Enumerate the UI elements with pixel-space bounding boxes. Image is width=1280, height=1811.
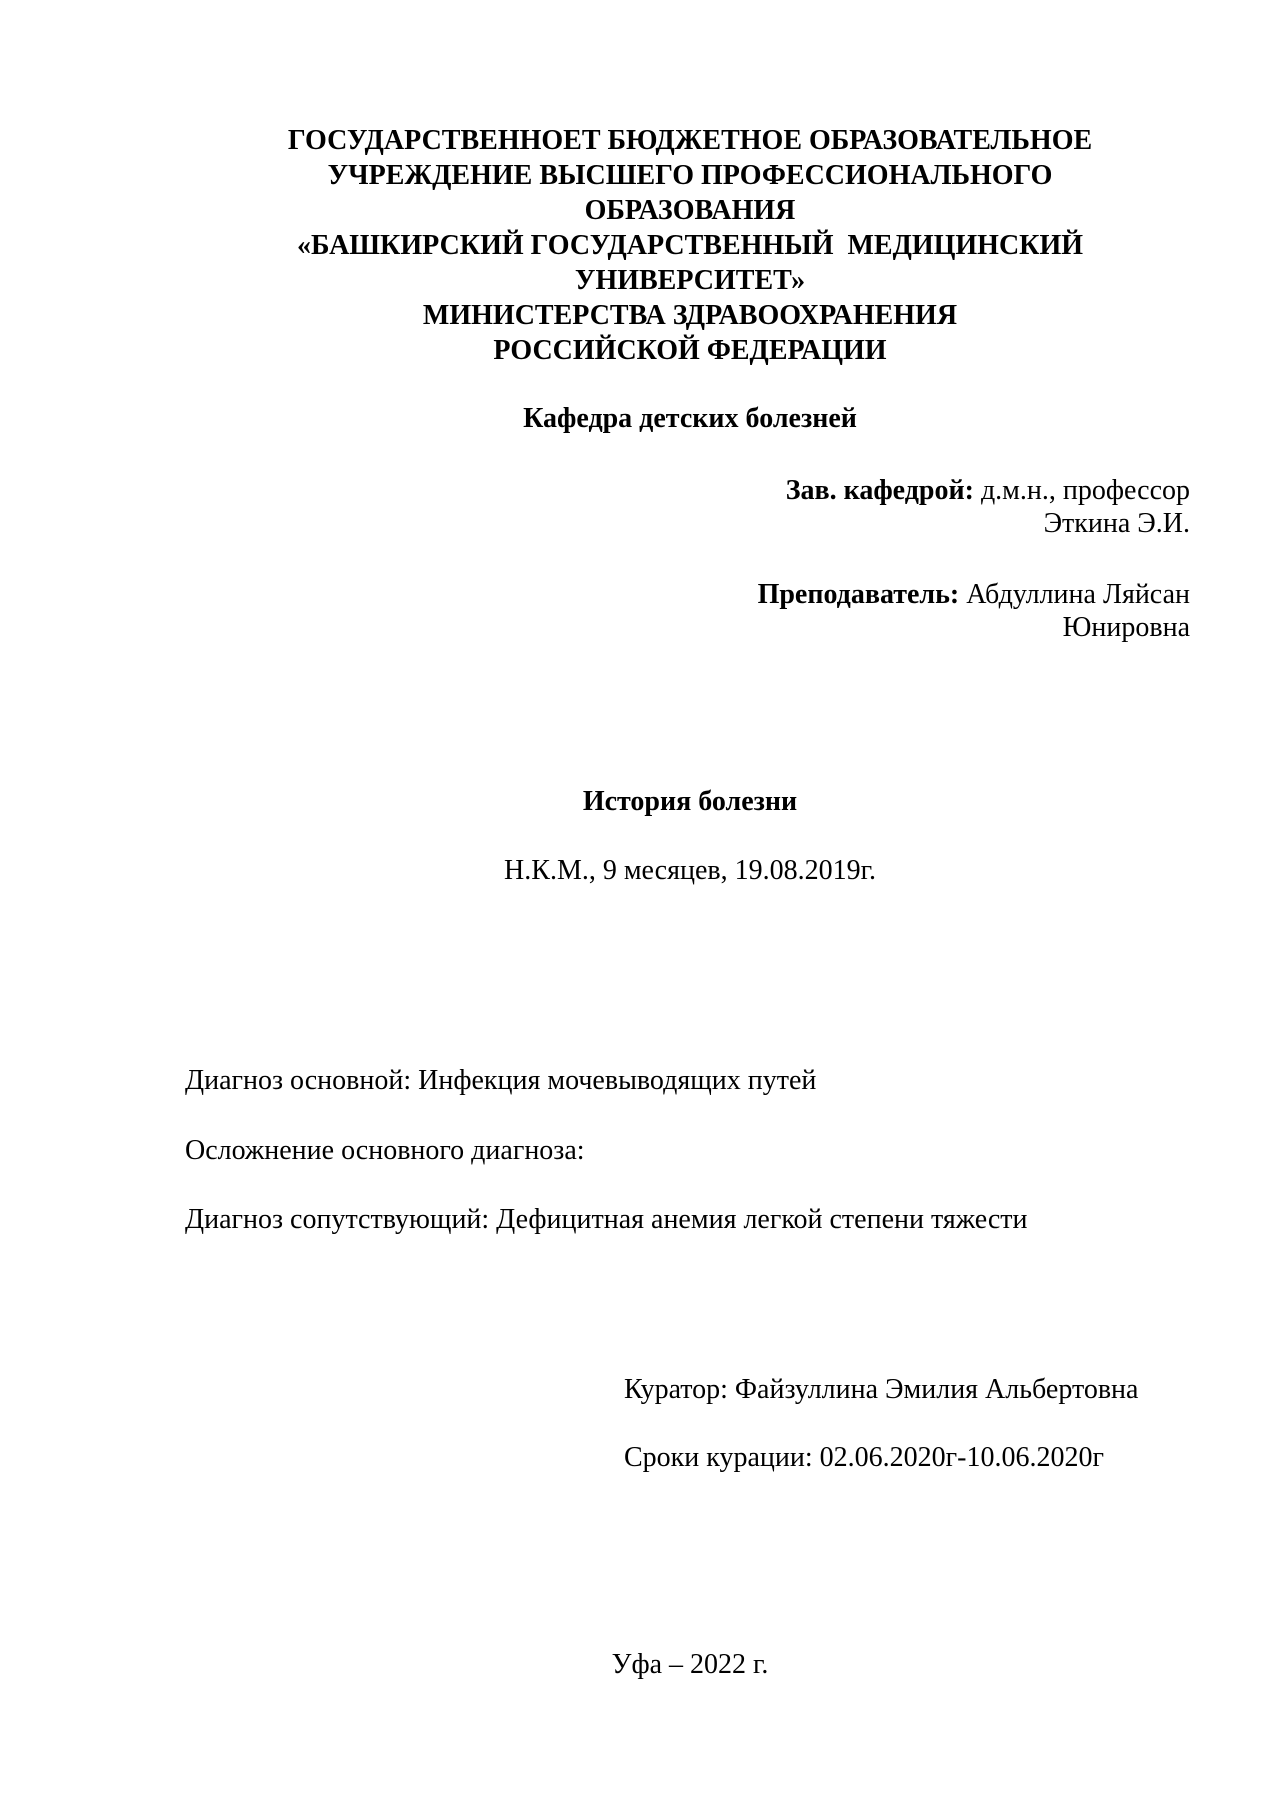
diagnosis-concomitant: Диагноз сопутствующий: Дефицитная анемия легкой степени тяжести	[185, 1204, 1028, 1235]
header-line-2: УЧРЕЖДЕНИЕ ВЫСШЕГО ПРОФЕССИОНАЛЬНОГО	[327, 160, 1053, 191]
head-of-department	[786, 474, 1190, 508]
diagnosis-main: Диагноз основной: Инфекция мочевыводящих путей	[185, 1065, 817, 1096]
teacher	[758, 578, 1190, 612]
header-line-1: ГОСУДАРСТВЕННОЕТ БЮДЖЕТНОЕ ОБРАЗОВАТЕЛЬНОЕ	[287, 125, 1093, 156]
curation-period: Сроки курации: 02.06.2020г-10.06.2020г	[624, 1442, 1104, 1473]
header-line-4: «БАШКИРСКИЙ ГОСУДАРСТВЕННЫЙ МЕДИЦИНСКИЙ	[296, 230, 1084, 261]
header-line-6: МИНИСТЕРСТВА ЗДРАВООХРАНЕНИЯ	[422, 300, 958, 331]
curator: Куратор: Файзуллина Эмилия Альбертовна	[624, 1374, 1139, 1405]
head-of-department-label: Зав. кафедрой:	[785, 475, 974, 506]
teacher-patronymic: Юнировна	[1062, 612, 1190, 643]
header-line-3: ОБРАЗОВАНИЯ	[584, 195, 796, 226]
document-title: История болезни	[582, 786, 798, 817]
city-year: Уфа – 2022 г.	[611, 1649, 769, 1680]
teacher-label: Преподаватель:	[757, 579, 960, 610]
patient-info: Н.К.М., 9 месяцев, 19.08.2019г.	[504, 855, 876, 886]
header-line-7: РОССИЙСКОЙ ФЕДЕРАЦИИ	[493, 335, 887, 366]
diagnosis-complication: Осложнение основного диагноза:	[185, 1135, 585, 1166]
header-line-5: УНИВЕРСИТЕТ»	[574, 265, 806, 296]
head-of-department-name: Эткина Э.И.	[1043, 508, 1190, 539]
head-of-department-title: д.м.н., профессор	[973, 475, 1190, 506]
department-title: Кафедра детских болезней	[523, 403, 857, 434]
teacher-name: Абдуллина Ляйсан	[959, 579, 1190, 610]
